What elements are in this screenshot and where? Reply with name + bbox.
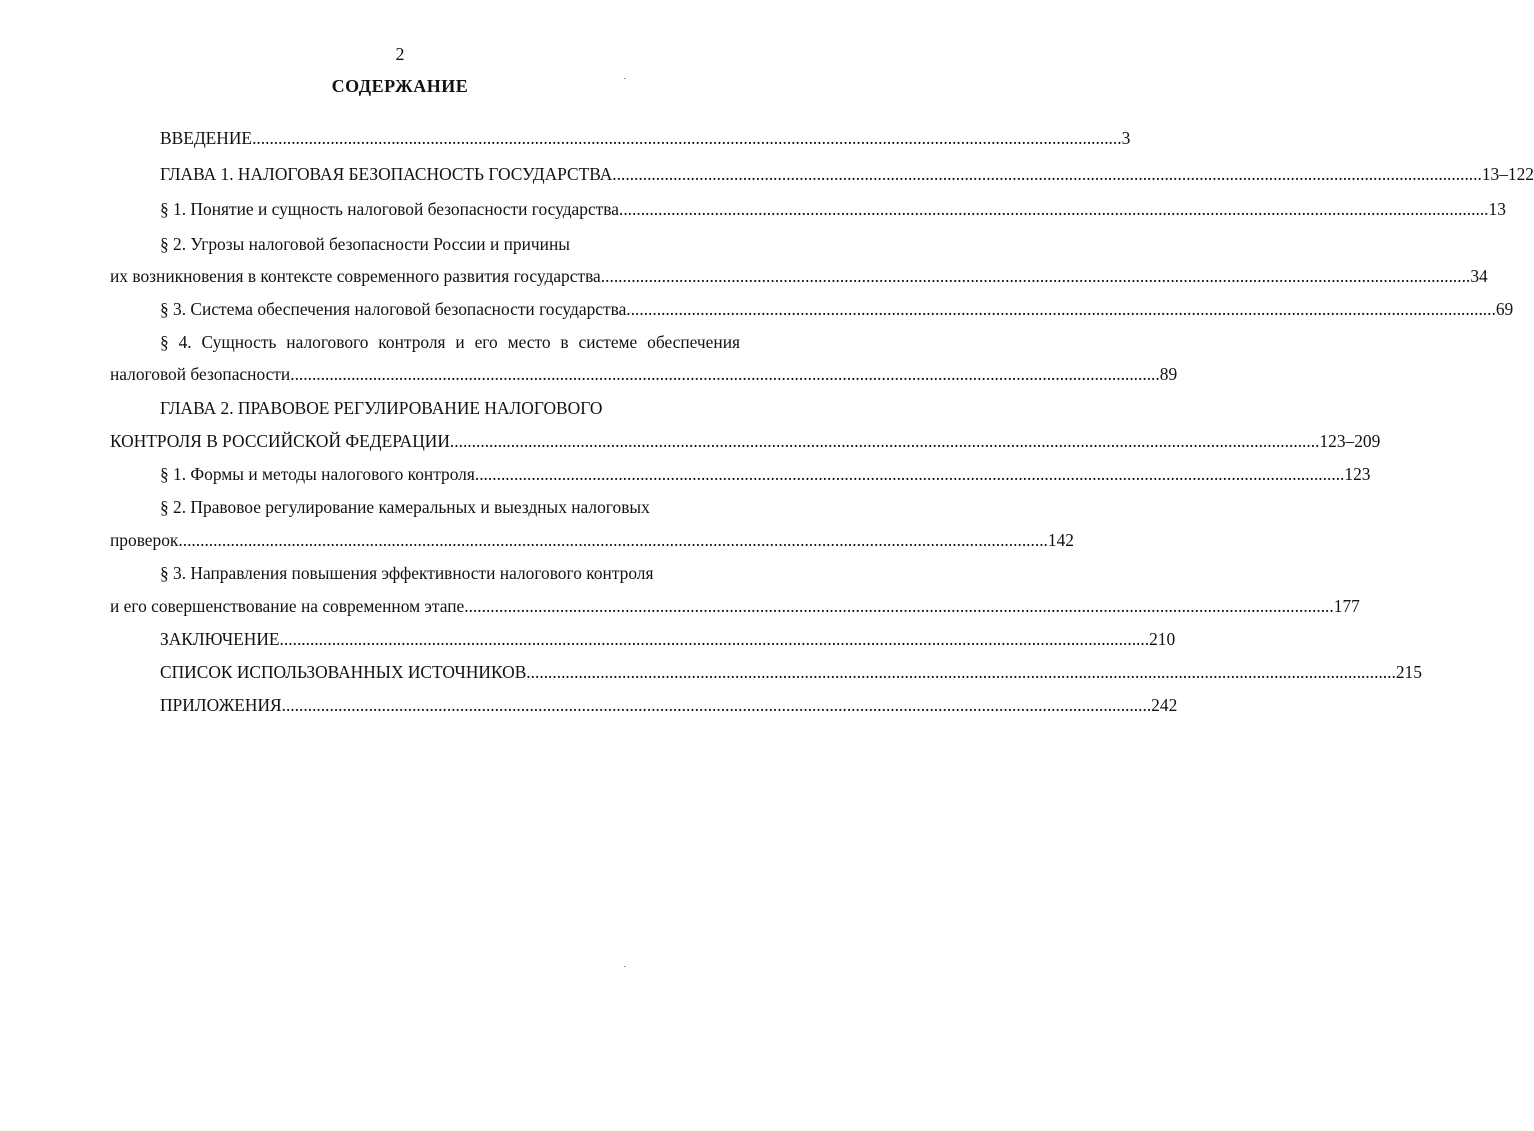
dot-leader: ........................................................................................................................................................................................................ (526, 662, 1396, 682)
dot-leader: ........................................................................................................................................................................................................ (600, 266, 1471, 286)
toc-entry-ch2-section-2: § 2. Правовое регулирование камеральных и выездных налоговых (160, 497, 650, 517)
dot-leader: ........................................................................................................................................................................................................ (290, 364, 1160, 384)
toc-entry-ch2-section-3: § 3. Направления повышения эффективности налогового контроля (160, 563, 654, 583)
toc-entry-title: § 1. Формы и методы налогового контроля (160, 464, 475, 484)
toc-entry-title: ЗАКЛЮЧЕНИЕ (160, 629, 280, 649)
toc-entry-ch2-section-3-continued (110, 594, 1360, 618)
toc-entry-title: § 3. Система обеспечения налоговой безопасности государства (160, 299, 627, 319)
toc-entry-page: 69 (1495, 299, 1514, 319)
dot-leader: ........................................................................................................................................................................................................ (279, 629, 1150, 649)
toc-entry-title: ВВЕДЕНИЕ (160, 128, 253, 148)
toc-entry-page: 242 (1151, 695, 1178, 715)
dot-leader: ........................................................................................................................................................................................................ (178, 530, 1048, 550)
scan-speck (624, 966, 626, 967)
toc-entry-page: 210 (1149, 629, 1176, 649)
toc-entry-title: проверок (110, 530, 179, 550)
toc-entry-title: ПРИЛОЖЕНИЯ (160, 695, 282, 715)
toc-entry-ch1-section-3 (160, 297, 1514, 321)
page-title: СОДЕРЖАНИЕ (331, 76, 469, 96)
dot-leader: ........................................................................................................................................................................................................ (612, 164, 1482, 184)
toc-entry-chapter-2-continued (110, 429, 1381, 453)
toc-entry-conclusion (160, 627, 1176, 651)
toc-entry-ch1-section-2: § 2. Угрозы налоговой безопасности России и причины (160, 234, 570, 254)
toc-entry-ch2-section-1 (160, 462, 1371, 486)
toc-entry-ch1-section-4-continued (110, 362, 1178, 386)
toc-entry-page: 13 (1488, 199, 1506, 219)
dot-leader: ........................................................................................................................................................................................................ (449, 431, 1320, 451)
toc-entry-ch1-section-4: § 4. Сущность налогового контроля и его место в системе обеспечения (160, 332, 740, 352)
toc-entry-chapter-1 (160, 162, 1534, 186)
toc-entry-ch2-section-2-continued (110, 528, 1074, 552)
toc-entry-page: 89 (1159, 364, 1178, 384)
dot-leader: ........................................................................................................................................................................................................ (618, 199, 1489, 219)
toc-entry-page: 34 (1470, 266, 1488, 286)
toc-entry-title: налоговой безопасности (110, 364, 291, 384)
toc-entry-page: 3 (1121, 128, 1131, 148)
toc-entry-introduction (160, 126, 1131, 150)
page-number: 2 (395, 44, 405, 64)
toc-entry-chapter-2: ГЛАВА 2. ПРАВОВОЕ РЕГУЛИРОВАНИЕ НАЛОГОВОГО (160, 398, 603, 418)
toc-entry-page: 123 (1344, 464, 1371, 484)
scan-speck (624, 78, 626, 79)
toc-entry-references (160, 660, 1422, 684)
toc-entry-appendices (160, 693, 1178, 717)
toc-entry-page: 123–209 (1319, 431, 1381, 451)
toc-entry-title: их возникновения в контексте современного развития государства (110, 266, 601, 286)
toc-entry-page: 142 (1047, 530, 1074, 550)
toc-entry-ch1-section-2-continued (110, 264, 1488, 288)
dot-leader: ........................................................................................................................................................................................................ (626, 299, 1496, 319)
toc-entry-title: КОНТРОЛЯ В РОССИЙСКОЙ ФЕДЕРАЦИИ (110, 431, 450, 451)
toc-entry-page: 13–122 (1481, 164, 1534, 184)
toc-entry-title: § 1. Понятие и сущность налоговой безопасности государства (160, 199, 619, 219)
dot-leader: ........................................................................................................................................................................................................ (252, 128, 1122, 148)
dot-leader: ........................................................................................................................................................................................................ (464, 596, 1334, 616)
toc-entry-title: СПИСОК ИСПОЛЬЗОВАННЫХ ИСТОЧНИКОВ (160, 662, 527, 682)
toc-entry-ch1-section-1 (160, 197, 1506, 221)
dot-leader: ........................................................................................................................................................................................................ (281, 695, 1152, 715)
toc-entry-page: 215 (1395, 662, 1422, 682)
toc-entry-page: 177 (1333, 596, 1360, 616)
dot-leader: ........................................................................................................................................................................................................ (474, 464, 1345, 484)
toc-entry-title: ГЛАВА 1. НАЛОГОВАЯ БЕЗОПАСНОСТЬ ГОСУДАРСТВА (160, 164, 613, 184)
toc-entry-title: и его совершенствование на современном этапе (110, 596, 465, 616)
